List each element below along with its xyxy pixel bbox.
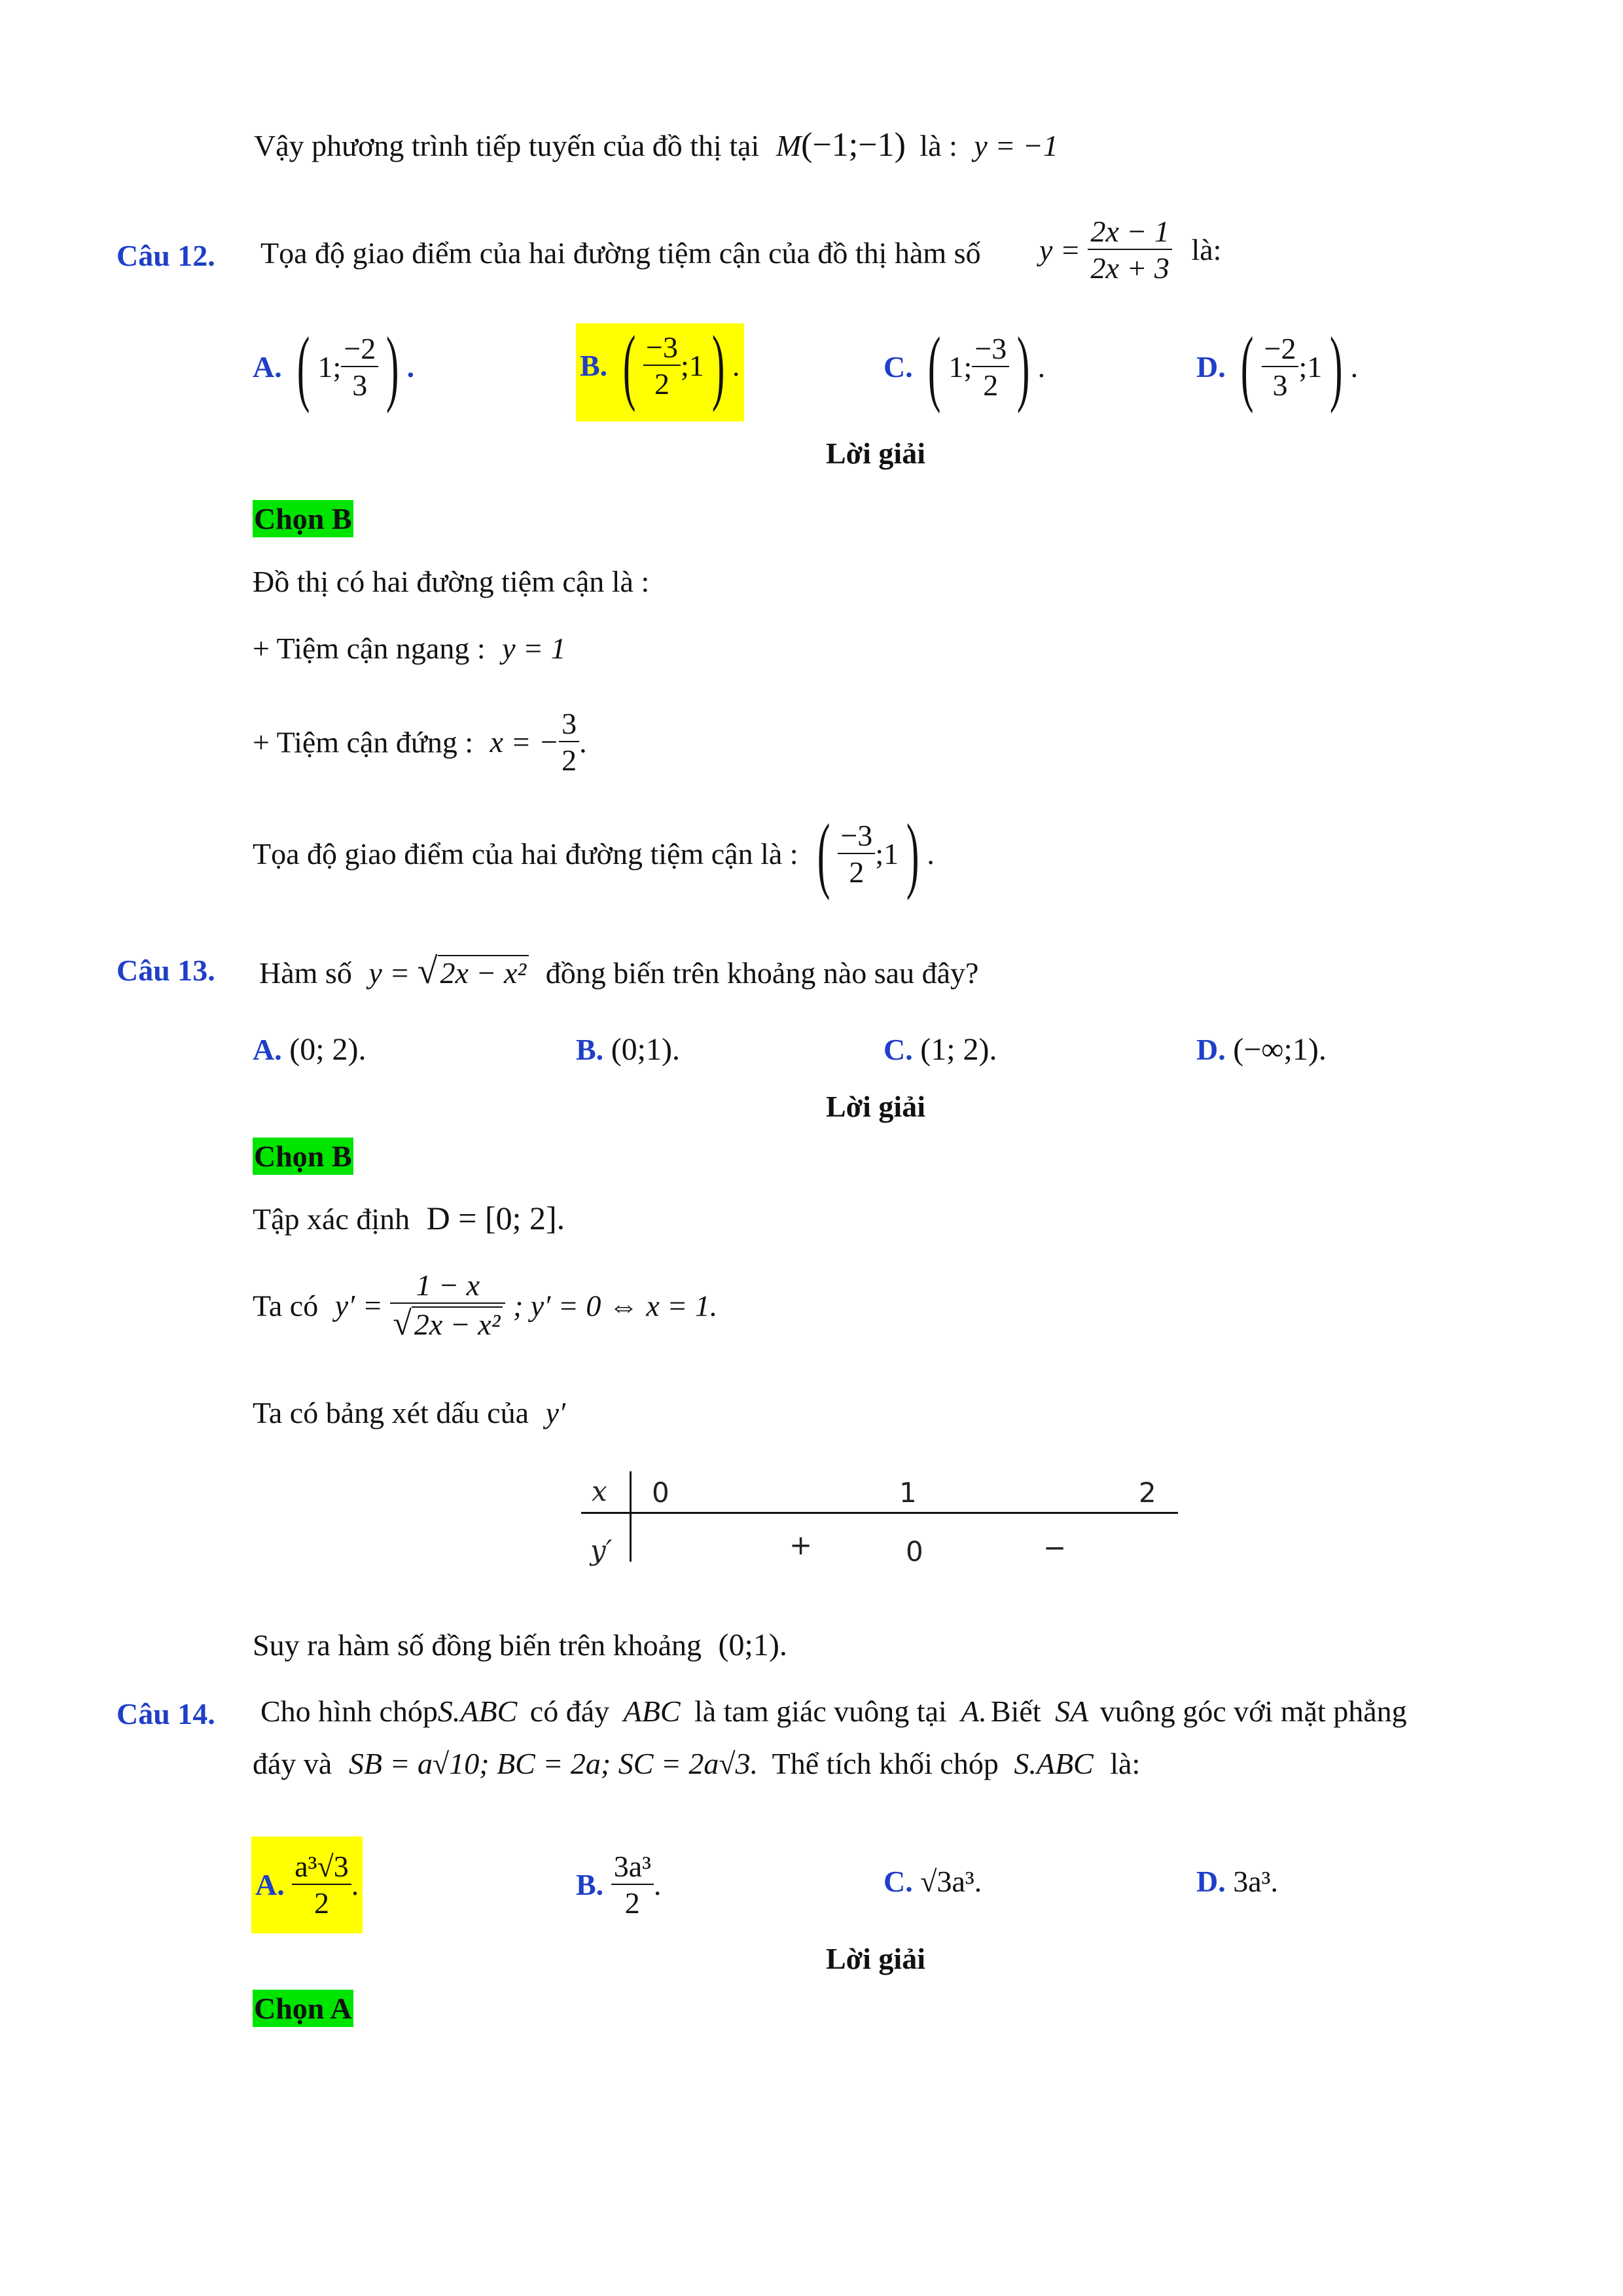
q12-line4: Tọa độ giao điểm của hai đường tiệm cận là : ( $\frac{-3}{2}$ ;1) . (253, 807, 935, 901)
q12-option-d[interactable]: D. ( $\frac{-2}{3}$ ;1) . (1196, 320, 1359, 414)
intro-text: Vậy phương trình tiếp tuyến của đồ thị tại (254, 129, 760, 162)
sign-table-x-0: 0 (652, 1477, 669, 1509)
q12-solution-heading: Lời giải (826, 437, 925, 470)
q13-solution-heading: Lời giải (826, 1090, 925, 1123)
q12-text: Tọa độ giao điểm của hai đường tiệm cận của đồ thị hàm số (260, 236, 981, 270)
q13-answer: Chọn B (253, 1138, 353, 1175)
q12-text-end: là: (1191, 233, 1222, 267)
q13-conclusion: Suy ra hàm số đồng biến trên khoảng (0;1). (253, 1628, 787, 1662)
q13-option-d[interactable]: D. (−∞;1). (1196, 1032, 1327, 1067)
intro-point: M (776, 129, 802, 162)
q12-function (1039, 216, 1221, 285)
q13-derivative: Ta có y′ = $\frac{1 - x}{\text{√2x − x²}}$ ; y′ = 0 ⇔ x = 1. (253, 1268, 718, 1343)
q14-label: Câu 14. (116, 1697, 215, 1731)
q12-func-fraction: $\frac{2x - 1}{2x + 3}$ (1088, 216, 1171, 285)
sign-table-y-label: y′ (590, 1534, 613, 1566)
intro-mid: là : (919, 129, 957, 162)
sign-table-x-1: 1 (899, 1477, 917, 1509)
q14-option-d[interactable]: D. 3a³. (1196, 1865, 1278, 1898)
intro-point-coords: (−1;−1) (801, 126, 906, 164)
q14-answer: Chọn A (253, 1990, 353, 2027)
sign-table-vline (630, 1471, 632, 1562)
q12-label: Câu 12. (116, 239, 215, 272)
sign-table-x-2: 2 (1139, 1477, 1156, 1509)
q12-line3: + Tiệm cận đứng : x = − $\frac{3}{2}$ . (253, 707, 587, 778)
sign-table-x-label: x (592, 1475, 607, 1507)
intro-line (254, 128, 1058, 162)
q14-text-line1: Cho hình chópS.ABC có đáy ABC là tam giác vuông tại A. Biết SA vuông góc với mặt phẳng (260, 1695, 1407, 1728)
q13-domain: Tập xác định D = [0; 2]. (253, 1200, 565, 1236)
q12-option-b[interactable]: B. ( $\frac{-3}{2}$ ;1) . (576, 323, 744, 422)
q13-label: Câu 13. (116, 954, 215, 987)
q13-sign-intro: Ta có bảng xét dấu của y′ (253, 1396, 566, 1429)
q12-func-lhs: y = (1039, 233, 1080, 267)
sign-table-y-zero: 0 (906, 1535, 923, 1568)
q12-line2: + Tiệm cận ngang : y = 1 (253, 632, 566, 665)
q12-answer: Chọn B (253, 500, 353, 537)
q13-option-b[interactable]: B. (0;1). (576, 1032, 680, 1067)
q14-option-a[interactable]: A. $\frac{\text{a³√3}}{2}$ . (251, 1837, 363, 1933)
q13-text: Hàm số y = √2x − x² đồng biến trên khoảng nào sau đây? (259, 951, 979, 992)
q13-option-c[interactable]: C. (1; 2). (883, 1032, 997, 1067)
q12-line1: Đồ thị có hai đường tiệm cận là : (253, 565, 650, 598)
q14-option-c[interactable]: C. √3a³. (883, 1865, 982, 1898)
q14-text-line2: đáy và SB = a√10; BC = 2a; SC = 2a√3. Thể tích khối chóp S.ABC là: (253, 1747, 1141, 1780)
q13-sqrt: √ (417, 951, 438, 992)
q14-solution-heading: Lời giải (826, 1942, 925, 1975)
sign-table-y-sign-2: − (1043, 1532, 1067, 1564)
intro-equation: y = −1 (974, 129, 1058, 162)
q14-option-b[interactable]: B. $\frac{\text{3a³}}{2}$ . (576, 1849, 662, 1920)
q12-option-c[interactable]: C. ( 1; $\frac{-3}{2}$ ) . (883, 320, 1046, 414)
sign-table-hline (581, 1512, 1178, 1514)
q12-option-a[interactable]: A. ( 1; $\frac{-2}{3}$ ) . (253, 320, 415, 414)
q13-option-a[interactable]: A. (0; 2). (253, 1032, 366, 1067)
sign-table-y-sign-1: + (789, 1529, 813, 1561)
